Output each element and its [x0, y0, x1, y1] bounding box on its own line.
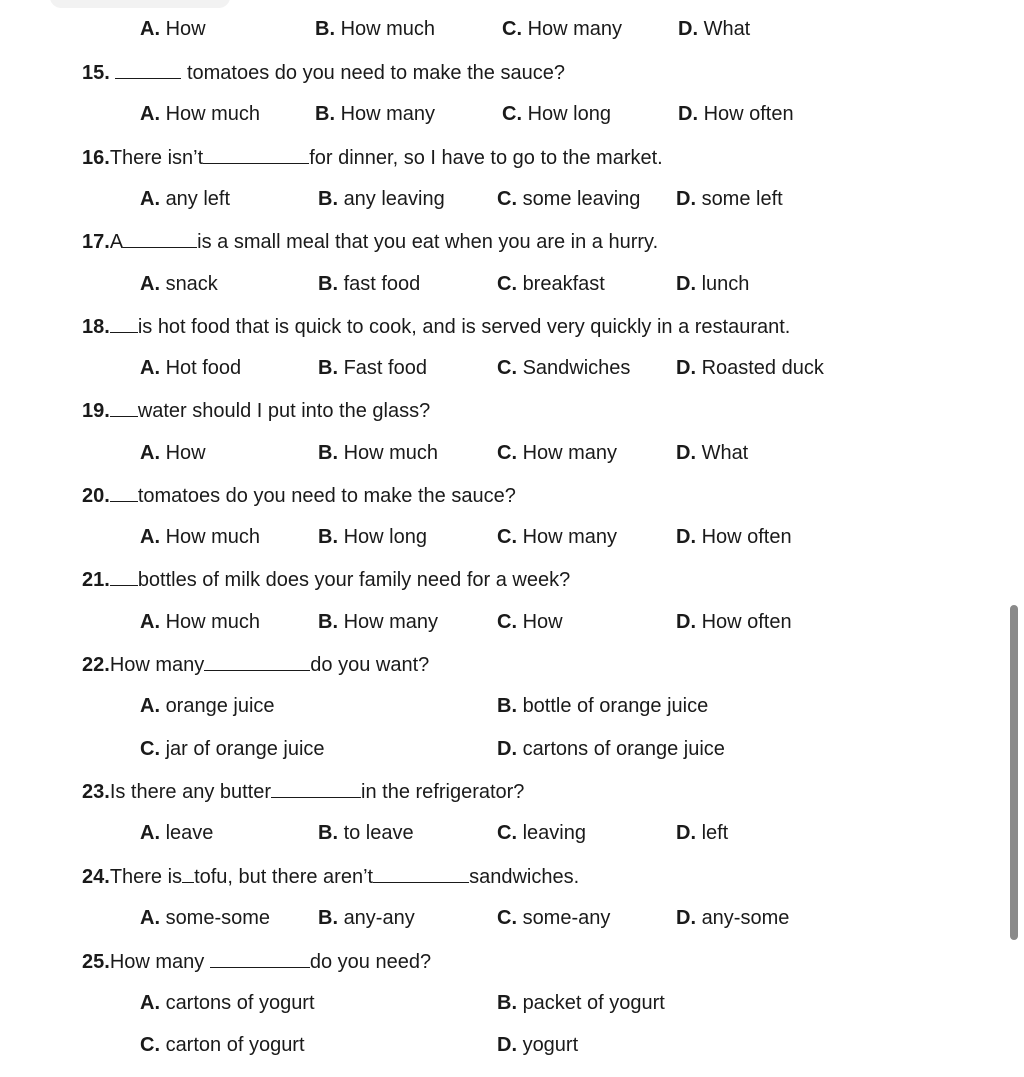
option-c: C. How long	[502, 103, 611, 125]
option-d: D. Roasted duck	[676, 357, 824, 379]
option-b: B. any-any	[318, 907, 415, 929]
option-b: B. How many	[315, 103, 436, 125]
question-16: 16.There isn’t for dinner, so I have to go to the market.	[82, 147, 663, 169]
question-17: 17.A is a small meal that you eat when you are in a hurry.	[82, 231, 659, 253]
answer-blank	[123, 229, 197, 248]
question-25: 25.How many do you need?	[82, 951, 432, 973]
option-c: C. How many	[502, 18, 623, 40]
option-a: A. leave	[140, 822, 214, 844]
option-d: D. any-some	[676, 907, 790, 929]
answer-blank	[373, 864, 469, 883]
question-23: 23.Is there any butter in the refrigerator?	[82, 781, 525, 803]
answer-blank	[110, 314, 138, 333]
option-c: C. some leaving	[497, 188, 641, 210]
option-b: B. to leave	[318, 822, 414, 844]
option-a: A. snack	[140, 273, 218, 295]
answer-blank	[110, 567, 138, 586]
option-a: A. any left	[140, 188, 231, 210]
option-d: D. How often	[678, 103, 794, 125]
question-19: 19. water should I put into the glass?	[82, 400, 431, 422]
answer-blank	[271, 779, 361, 798]
option-b: B. How much	[315, 18, 436, 40]
option-c: C. carton of yogurt	[140, 1034, 305, 1056]
option-d: D. How often	[676, 611, 792, 633]
option-b: B. packet of yogurt	[497, 992, 665, 1014]
option-a: A. some-some	[140, 907, 271, 929]
answer-blank	[204, 652, 310, 671]
option-a: A. How	[140, 442, 206, 464]
option-d: D. left	[676, 822, 729, 844]
option-d: D. What	[678, 18, 751, 40]
option-d: D. cartons of orange juice	[497, 738, 725, 760]
option-b: B. Fast food	[318, 357, 427, 379]
option-a: A. How	[140, 18, 206, 40]
option-b: B. How many	[318, 611, 439, 633]
answer-blank	[115, 60, 181, 79]
option-b: B. How long	[318, 526, 427, 548]
top-tab-decoration	[50, 0, 230, 8]
option-b: B. fast food	[318, 273, 421, 295]
option-a: A. cartons of yogurt	[140, 992, 315, 1014]
option-c: C. leaving	[497, 822, 586, 844]
option-d: D. some left	[676, 188, 783, 210]
option-c: C. How	[497, 611, 563, 633]
option-c: C. How many	[497, 442, 618, 464]
question-18: 18. is hot food that is quick to cook, and is served very quickly in a restaurant.	[82, 316, 791, 338]
question-22: 22.How many do you want?	[82, 654, 430, 676]
question-15: 15. tomatoes do you need to make the sauce?	[82, 62, 565, 84]
option-a: A. How much	[140, 103, 261, 125]
option-b: B. How much	[318, 442, 439, 464]
option-c: C. breakfast	[497, 273, 605, 295]
option-b: B. bottle of orange juice	[497, 695, 709, 717]
option-d: D. yogurt	[497, 1034, 579, 1056]
option-c: C. Sandwiches	[497, 357, 631, 379]
option-a: A. orange juice	[140, 695, 275, 717]
option-a: A. Hot food	[140, 357, 242, 379]
question-21: 21. bottles of milk does your family need for a week?	[82, 569, 571, 591]
option-c: C. jar of orange juice	[140, 738, 325, 760]
option-d: D. lunch	[676, 273, 750, 295]
question-24: 24.There is tofu, but there aren’t sandwiches.	[82, 866, 580, 888]
answer-blank	[210, 949, 310, 968]
question-20: 20. tomatoes do you need to make the sauce?	[82, 485, 516, 507]
option-b: B. any leaving	[318, 188, 445, 210]
option-d: D. What	[676, 442, 749, 464]
option-a: A. How much	[140, 526, 261, 548]
option-c: C. How many	[497, 526, 618, 548]
option-c: C. some-any	[497, 907, 611, 929]
answer-blank	[110, 398, 138, 417]
answer-blank	[182, 864, 194, 883]
option-a: A. How much	[140, 611, 261, 633]
option-d: D. How often	[676, 526, 792, 548]
answer-blank	[110, 483, 138, 502]
answer-blank	[203, 145, 309, 164]
vertical-scrollbar[interactable]	[1010, 605, 1018, 940]
